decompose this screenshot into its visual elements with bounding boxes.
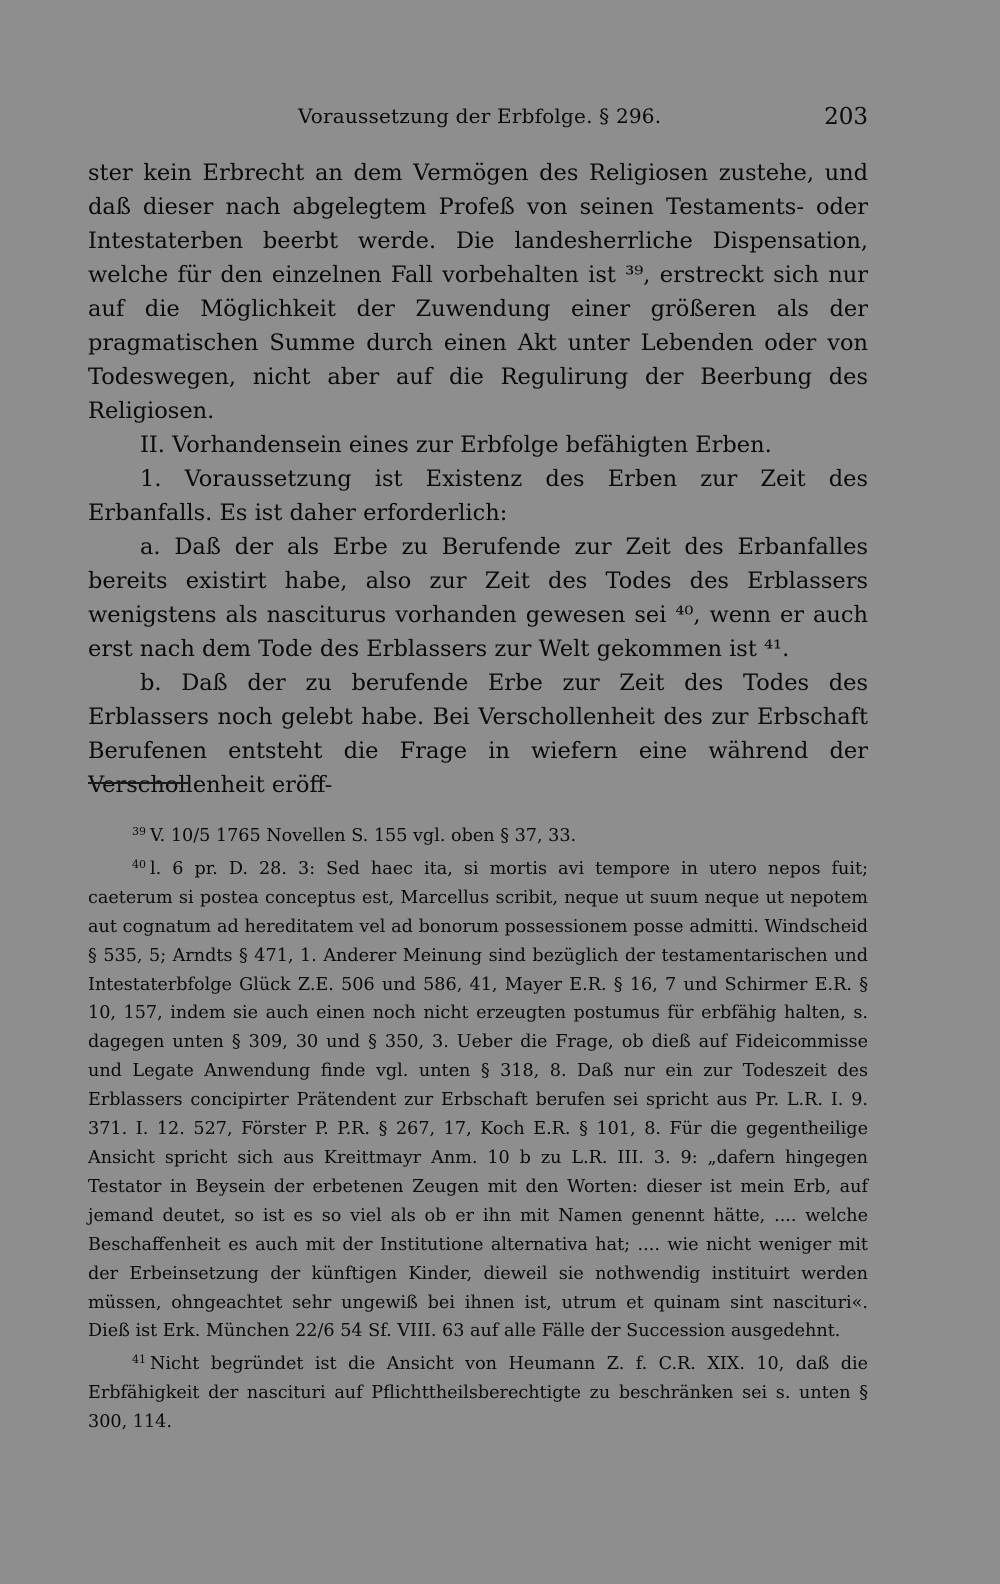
footnote-text: Nicht begründet ist die Ansicht von Heumann Z. f. C.R. XIX. 10, daß die Erbfähigkeit der nascituri auf Pflichttheilsberechtigte zu beschränken sei s. unten § 300, 114. xyxy=(88,1354,868,1433)
page-number: 203 xyxy=(824,104,868,130)
footnote-number: 41 xyxy=(132,1353,146,1367)
running-head: Voraussetzung der Erbfolge. § 296. xyxy=(298,104,662,128)
paragraph: 1. Voraussetzung ist Existenz des Erben zur Zeit des Erbanfalls. Es ist daher erforderlich: xyxy=(88,466,868,526)
paragraph: ster kein Erbrecht an dem Vermögen des Religiosen zustehe, und daß dieser nach abgelegtem Profeß von seinen Testaments- oder Intestaterben beerbt werde. Die landesherrliche Dispensation, welche für den einzelnen Fall vorbehalten ist ³⁹, erstreckt sich nur auf die Möglichkeit der Zuwendung einer größeren als der pragmatischen Summe durch einen Akt unter Lebenden oder von Todeswegen, nicht aber auf die Regulirung der Beerbung des Religiosen. xyxy=(88,160,868,424)
footnote xyxy=(88,818,868,851)
paragraph: b. Daß der zu berufende Erbe zur Zeit des Todes des Erblassers noch gelebt habe. Bei Verschollenheit des zur Erbschaft Berufenen entsteht die Frage in wiefern eine während der Verschollenheit eröff- xyxy=(88,670,868,798)
footnote xyxy=(88,851,868,1346)
footnote-number: 39 xyxy=(132,825,146,838)
footnotes xyxy=(88,818,868,1437)
footnote-number: 40 xyxy=(132,857,146,871)
page-header xyxy=(88,104,868,138)
section-heading: II. Vorhandensein eines zur Erbfolge befähigten Erben. xyxy=(140,432,772,458)
footnote-text: V. 10/5 1765 Novellen S. 155 vgl. oben § 37, 33. xyxy=(150,826,577,846)
footnote-text: l. 6 pr. D. 28. 3: Sed haec ita, si mortis avi tempore in utero nepos fuit; caeterum si postea conceptus est, Marcellus scribit, neque ut suum neque ut nepotem aut cognatum ad hereditatem vel ad bonorum possessionem posse admitti. Windscheid § 535, 5; Arndts § 471, 1. Anderer Meinung sind bezüglich der testamentarischen und Intestaterbfolge Glück Z.E. 506 und 586, 41, Mayer E.R. § 16, 7 und Schirmer E.R. § 10, 157, indem sie auch einen noch nicht erzeugten postumus für erbfähig halten, s. dagegen unten § 309, 30 und § 350, 3. Ueber die Frage, ob dieß auf Fideicommisse und Legate Anwendung finde vgl. unten § 318, 8. Daß nur ein zur Todeszeit des Erblassers concipirter Prätendent zur Erbschaft berufen sei spricht aus Pr. L.R. I. 9. 371. I. 12. 527, Förster P. P.R. § 267, 17, Koch E.R. § 101, 8. Für die gegentheilige Ansicht spricht sich aus Kreittmayr Anm. 10 b zu L.R. III. 3. 9: „dafern hingegen Testator in Beysein der erbetenen Zeugen mit den Worten: dieser ist mein Erb, auf jemand deutet, so ist es so viel als ob er ihn mit Namen genennt hätte, .... welche Beschaffenheit es auch mit der Institutione alternativa hat; .... wie nicht weniger mit der Erbeinsetzung der künftigen Kinder, dieweil sie nothwendig instituirt werden müssen, ohngeachtet sehr ungewiß bei ihnen ist, utrum et quinam sint nascituri«. Dieß ist Erk. München 22/6 54 Sf. VIII. 63 auf alle Fälle der Succession ausgedehnt. xyxy=(88,858,868,1342)
footnote xyxy=(88,1346,868,1437)
footnote-divider xyxy=(88,782,188,784)
main-text xyxy=(88,156,868,802)
paragraph: a. Daß der als Erbe zu Berufende zur Zeit des Erbanfalles bereits existirt habe, also zur Zeit des Todes des Erblassers wenigstens als nasciturus vorhanden gewesen sei ⁴⁰, wenn er auch erst nach dem Tode des Erblassers zur Welt gekommen ist ⁴¹. xyxy=(88,534,868,662)
